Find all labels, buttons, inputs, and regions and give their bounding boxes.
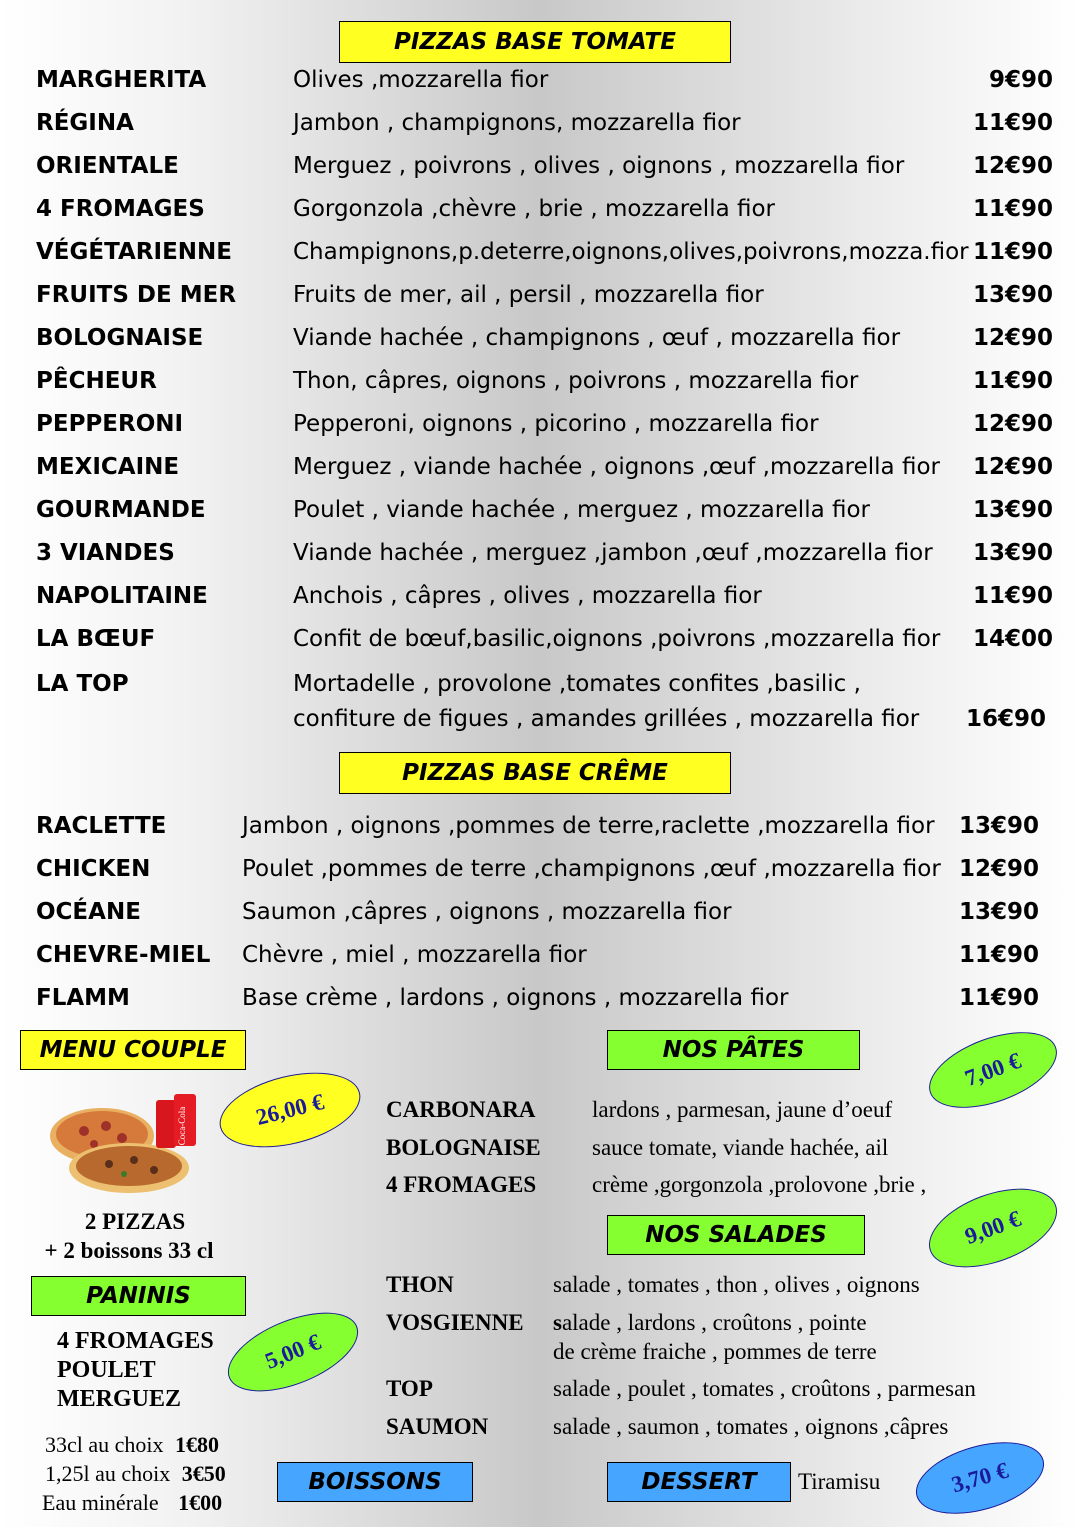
item-description: Gorgonzola ,chèvre , brie , mozzarella fior (293, 196, 776, 222)
section-title-pates: NOS PÂTES (607, 1030, 860, 1070)
item-price: 12€90 (958, 856, 1039, 882)
menu-row (0, 193, 1080, 229)
section-title-salades: NOS SALADES (607, 1215, 865, 1255)
item-description: Base crème , lardons , oignons , mozzarella fior (242, 985, 789, 1011)
item-price: 11€90 (972, 110, 1053, 136)
item-description: Merguez , poivrons , olives , oignons , mozzarella fior (293, 153, 905, 179)
item-name: GOURMANDE (36, 497, 206, 523)
drink-price: 3€50 (181, 1461, 226, 1486)
pates-row (386, 1097, 536, 1123)
item-description: Viande hachée , merguez ,jambon ,œuf ,mozzarella fior (293, 540, 933, 566)
drink-row (45, 1461, 226, 1487)
dish-name: BOLOGNAISE (386, 1135, 541, 1160)
menu-row (0, 365, 1080, 401)
menu-row (0, 810, 1080, 846)
section-title-paninis: PANINIS (31, 1276, 246, 1316)
pates-row (386, 1135, 541, 1161)
item-price: 12€90 (972, 153, 1053, 179)
salade-name: THON (386, 1272, 454, 1297)
salade-name: SAUMON (386, 1414, 489, 1439)
item-name: CHICKEN (36, 856, 151, 882)
item-description-line2: confiture de figues , amandes grillées , mozzarella fior (293, 706, 920, 732)
drink-label: Eau minérale (42, 1490, 159, 1515)
drink-label: 33cl au choix (45, 1432, 164, 1457)
item-name: FRUITS DE MER (36, 282, 237, 308)
item-price: 13€90 (972, 497, 1053, 523)
item-price: 9€90 (988, 67, 1053, 93)
item-price: 13€90 (972, 540, 1053, 566)
item-name: LA BŒUF (36, 626, 156, 652)
menu-row (0, 494, 1080, 530)
item-price: 11€90 (972, 368, 1053, 394)
pates-desc: sauce tomate, viande hachée, ail (592, 1135, 889, 1160)
menu-row (0, 64, 1080, 100)
menu-couple-price-badge: 26,00 € (212, 1060, 368, 1161)
item-name: VÉGÉTARIENNE (36, 239, 232, 265)
item-description: Champignons,p.deterre,oignons,olives,poivrons,mozza.fior (293, 239, 969, 265)
drink-row (42, 1490, 222, 1516)
menu-couple-line2: + 2 boissons 33 cl (44, 1238, 214, 1263)
pates-row (386, 1172, 536, 1198)
menu-row (0, 668, 1080, 740)
item-name: MARGHERITA (36, 67, 207, 93)
item-description: Fruits de mer, ail , persil , mozzarella fior (293, 282, 764, 308)
item-description: Poulet , viande hachée , merguez , mozzarella fior (293, 497, 871, 523)
item-price: 11€90 (972, 583, 1053, 609)
item-description: Pepperoni, oignons , picorino , mozzarella fior (293, 411, 819, 437)
item-description: Merguez , viande hachée , oignons ,œuf ,mozzarella fior (293, 454, 940, 480)
item-description: Jambon , champignons, mozzarella fior (293, 110, 741, 136)
item-description: Mortadelle , provolone ,tomates confites ,basilic , (293, 671, 861, 697)
item-description: Viande hachée , champignons , œuf , mozzarella fior (293, 325, 901, 351)
menu-row (0, 896, 1080, 932)
salade-desc: salade , tomates , thon , olives , oignons (553, 1272, 920, 1297)
item-name: MEXICAINE (36, 454, 180, 480)
dish-name: CARBONARA (386, 1097, 536, 1122)
item-name: 3 VIANDES (36, 540, 175, 566)
item-name: PÊCHEUR (36, 368, 157, 394)
menu-row (0, 580, 1080, 616)
drink-label: 1,25l au choix (45, 1461, 171, 1486)
item-name: CHEVRE-MIEL (36, 942, 211, 968)
item-name: OCÉANE (36, 899, 141, 925)
item-price: 14€00 (972, 626, 1053, 652)
item-name: RACLETTE (36, 813, 167, 839)
salade-desc-rest: alade , lardons , croûtons , pointe (561, 1310, 867, 1335)
menu-row (0, 537, 1080, 573)
section-title-boissons: BOISSONS (277, 1462, 473, 1502)
menu-row (0, 236, 1080, 272)
panini-item: MERGUEZ (57, 1386, 182, 1412)
item-description: Confit de bœuf,basilic,oignons ,poivrons ,mozzarella fior (293, 626, 941, 652)
item-price: 11€90 (972, 196, 1053, 222)
menu-row (0, 939, 1080, 975)
item-name: LA TOP (36, 671, 129, 697)
menu-row (0, 150, 1080, 186)
section-title-creme: PIZZAS BASE CRÊME (339, 752, 731, 794)
item-price: 13€90 (972, 282, 1053, 308)
item-price: 12€90 (972, 411, 1053, 437)
item-description: Chèvre , miel , mozzarella fior (242, 942, 587, 968)
pates-price-badge: 7,00 € (919, 1017, 1067, 1123)
drink-row (45, 1432, 219, 1458)
dish-name: 4 FROMAGES (386, 1172, 537, 1197)
item-name: ORIENTALE (36, 153, 179, 179)
pates-desc: lardons , parmesan, jaune d’oeuf (592, 1097, 893, 1122)
item-name: FLAMM (36, 985, 130, 1011)
menu-row (0, 982, 1080, 1018)
salade-name: VOSGIENNE (386, 1310, 524, 1335)
salades-price-badge: 9,00 € (918, 1173, 1067, 1283)
salade-desc-line2: de crème fraiche , pommes de terre (553, 1339, 877, 1364)
item-description: Saumon ,câpres , oignons , mozzarella fior (242, 899, 732, 925)
item-price: 12€90 (972, 325, 1053, 351)
salade-name: TOP (386, 1376, 433, 1401)
menu-row (0, 279, 1080, 315)
item-name: PEPPERONI (36, 411, 184, 437)
menu-row (0, 853, 1080, 889)
section-title-menu-couple: MENU COUPLE (20, 1030, 246, 1070)
item-price: 16€90 (965, 706, 1046, 732)
salade-desc-initial: s (553, 1310, 562, 1335)
item-name: 4 FROMAGES (36, 196, 205, 222)
menu-row (0, 408, 1080, 444)
pizza-and-cola-image (44, 1086, 204, 1196)
item-name: BOLOGNAISE (36, 325, 204, 351)
item-description: Jambon , oignons ,pommes de terre,raclette ,mozzarella fior (242, 813, 935, 839)
item-name: RÉGINA (36, 110, 134, 136)
salade-desc (553, 1310, 867, 1336)
item-price: 13€90 (958, 813, 1039, 839)
item-description: Thon, câpres, oignons , poivrons , mozzarella fior (293, 368, 859, 394)
dessert-price-badge: 3,70 € (908, 1429, 1053, 1527)
pates-desc: crème ,gorgonzola ,prolovone ,brie , (592, 1172, 927, 1197)
item-price: 13€90 (958, 899, 1039, 925)
menu-couple-line1: 2 PIZZAS (84, 1209, 186, 1234)
item-price: 11€90 (958, 942, 1039, 968)
section-title-dessert: DESSERT (607, 1462, 791, 1502)
section-title-tomate: PIZZAS BASE TOMATE (339, 21, 731, 63)
salade-desc: salade , saumon , tomates , oignons ,câpres (553, 1414, 949, 1439)
panini-item: POULET (57, 1357, 156, 1383)
menu-row (0, 451, 1080, 487)
dessert-item: Tiramisu (798, 1469, 881, 1494)
paninis-price-badge: 5,00 € (217, 1296, 369, 1407)
salade-desc: salade , poulet , tomates , croûtons , parmesan (553, 1376, 976, 1401)
menu-row (0, 107, 1080, 143)
item-price: 11€90 (972, 239, 1053, 265)
item-description: Poulet ,pommes de terre ,champignons ,œuf ,mozzarella fior (242, 856, 941, 882)
drink-price: 1€80 (175, 1432, 220, 1457)
svg-text:Coca-Cola: Coca-Cola (177, 1106, 187, 1146)
item-price: 11€90 (958, 985, 1039, 1011)
item-description: Olives ,mozzarella fior (293, 67, 549, 93)
menu-row (0, 623, 1080, 659)
item-price: 12€90 (972, 454, 1053, 480)
item-description: Anchois , câpres , olives , mozzarella fior (293, 583, 762, 609)
panini-item: 4 FROMAGES (57, 1328, 214, 1354)
item-name: NAPOLITAINE (36, 583, 208, 609)
menu-row (0, 322, 1080, 358)
drink-price: 1€00 (178, 1490, 223, 1515)
